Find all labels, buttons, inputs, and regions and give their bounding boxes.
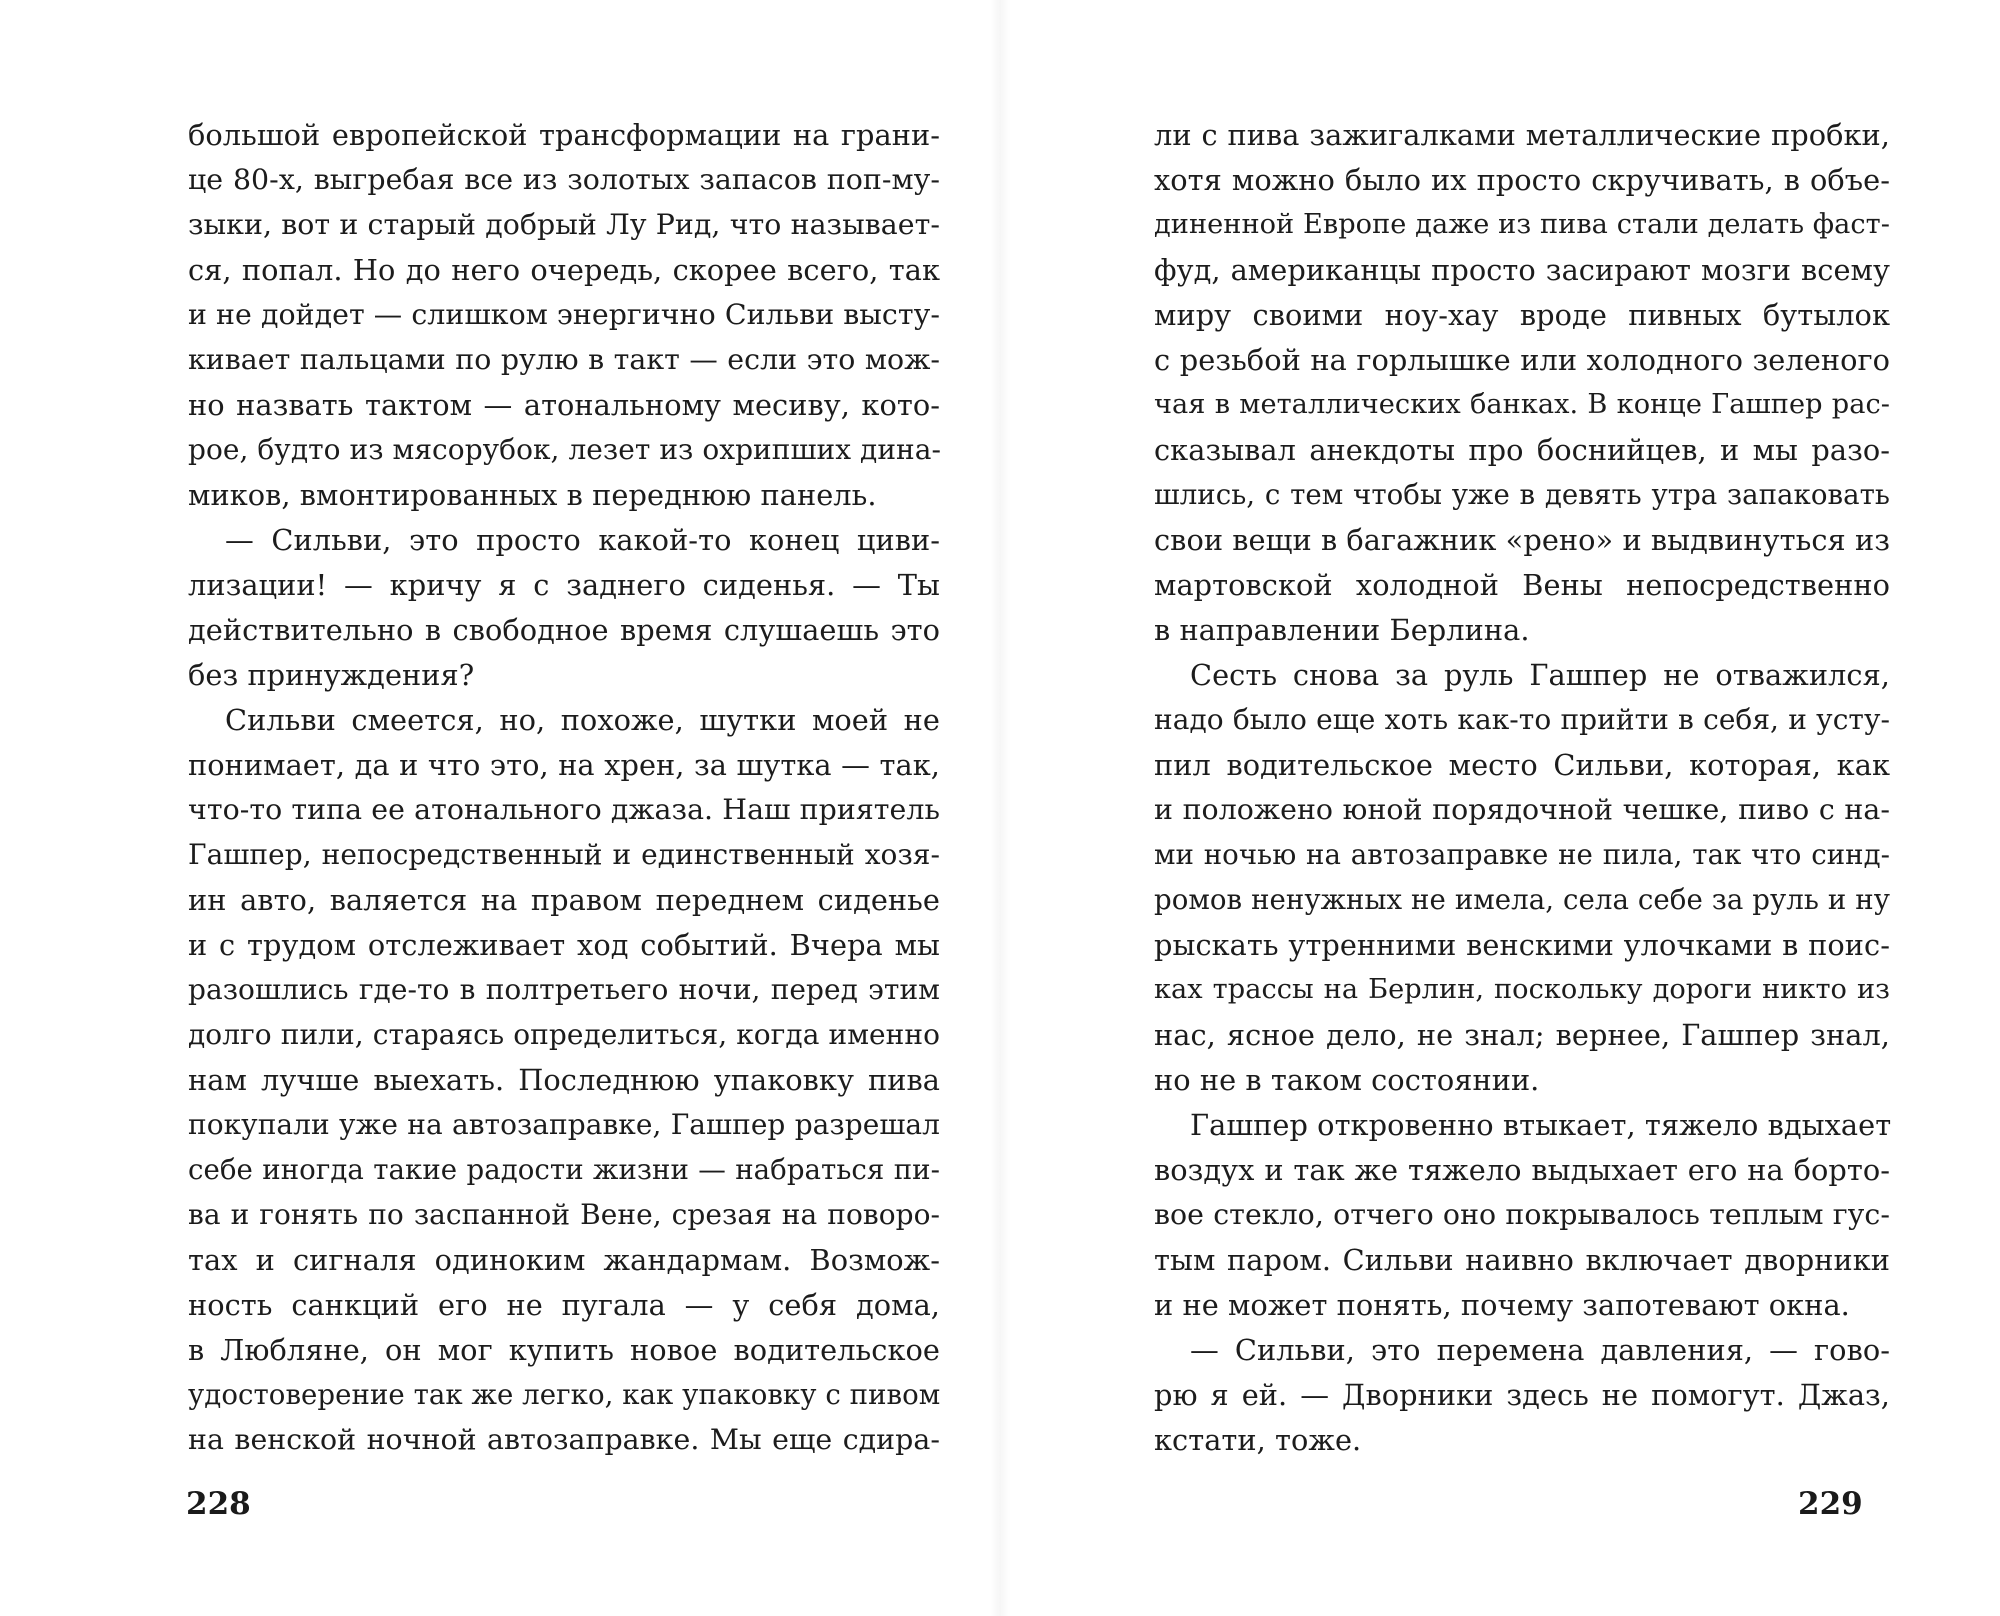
text-line: ми ночью на автозаправке не пила, так что синд- — [1154, 838, 1890, 871]
text-line: лизации! — кричу я с заднего сиденья. — Ты — [188, 568, 940, 602]
text-line: покупали уже на автозаправке, Гашпер разрешал — [188, 1108, 940, 1141]
text-line: ках трассы на Берлин, поскольку дороги никто из — [1154, 974, 1890, 1005]
text-line: ромов ненужных не имела, села себе за руль и ну — [1154, 883, 1890, 916]
text-line: свои вещи в багажник «рено» и выдвинуться из — [1154, 523, 1890, 557]
text-line: без принуждения? — [188, 658, 475, 692]
page-number-left: 228 — [186, 1486, 251, 1522]
text-line: чая в металлических банках. В конце Гашпер рас- — [1154, 389, 1890, 420]
text-line: тым паром. Сильви наивно включает дворники — [1154, 1243, 1890, 1277]
text-line: но не в таком состоянии. — [1154, 1063, 1540, 1097]
text-line: рыскать утренними венскими улочками в поис- — [1154, 928, 1890, 962]
text-line: большой европейской трансформации на грани- — [188, 118, 940, 152]
text-line: на венской ночной автозаправке. Мы еще сдира- — [188, 1423, 940, 1456]
text-line: воздух и так же тяжело выдыхает его на борто- — [1154, 1153, 1890, 1187]
text-line: Гашпер откровенно втыкает, тяжело вдыхает — [1190, 1108, 1892, 1142]
text-line: ся, попал. Но до него очередь, скорее всего, так — [188, 253, 940, 287]
page-number-right: 229 — [1798, 1486, 1863, 1522]
text-line: — Сильви, это перемена давления, — гово- — [1190, 1333, 1890, 1367]
text-line: нас, ясное дело, не знал; вернее, Гашпер знал, — [1154, 1018, 1890, 1052]
text-line: сказывал анекдоты про боснийцев, и мы разо- — [1154, 433, 1890, 467]
text-line: нам лучше выехать. Последнюю упаковку пива — [188, 1063, 940, 1097]
text-line: ли с пива зажигалками металлические пробки, — [1154, 118, 1890, 152]
text-line: Гашпер, непосредственный и единственный хозя- — [188, 838, 940, 871]
text-line: с резьбой на горлышке или холодного зеленого — [1154, 343, 1890, 377]
gutter-shadow — [990, 0, 1010, 1616]
text-line: зыки, вот и старый добрый Лу Рид, что называет- — [188, 208, 940, 241]
text-line: и не дойдет — слишком энергично Сильви высту- — [188, 298, 941, 331]
text-line: и положено юной порядочной чешке, пиво с на- — [1154, 793, 1890, 826]
text-line: диненной Европе даже из пива стали делать фаст- — [1154, 209, 1890, 240]
right-page — [1130, 0, 1890, 1616]
text-line: — Сильви, это просто какой-то конец циви- — [225, 523, 940, 557]
text-line: но назвать тактом — атональному месиву, кото- — [188, 388, 940, 422]
text-line: разошлись где-то в полтретьего ночи, перед этим — [188, 973, 940, 1006]
text-line: Сесть снова за руль Гашпер не отважился, — [1190, 658, 1890, 692]
text-line: и с трудом отслеживает ход событий. Вчера мы — [188, 928, 940, 962]
text-line: вое стекло, отчего оно покрывалось теплым гус- — [1154, 1198, 1890, 1231]
text-line: хотя можно было их просто скручивать, в объе- — [1154, 163, 1890, 197]
text-line: себе иногда такие радости жизни — набраться пи- — [188, 1153, 940, 1186]
text-line: и не может понять, почему запотевают окна. — [1154, 1288, 1850, 1322]
text-line: ин авто, валяется на правом переднем сиденье — [188, 883, 940, 917]
text-line: кстати, тоже. — [1154, 1423, 1362, 1457]
text-line: рю я ей. — Дворники здесь не помогут. Джаз, — [1154, 1378, 1890, 1412]
text-line: шлись, с тем чтобы уже в девять утра запаковать — [1154, 478, 1890, 511]
text-line: что-то типа ее атонального джаза. Наш приятель — [188, 793, 940, 826]
text-line: понимает, да и что это, на хрен, за шутка — так, — [188, 748, 940, 782]
text-line: удостоверение так же легко, как упаковку с пивом — [188, 1378, 941, 1411]
text-line: тах и сигналя одиноким жандармам. Возмож- — [188, 1243, 940, 1277]
text-line: долго пили, стараясь определиться, когда именно — [188, 1018, 940, 1051]
text-line: Сильви смеется, но, похоже, шутки моей не — [225, 703, 940, 737]
text-line: фуд, американцы просто засирают мозги всему — [1154, 253, 1890, 287]
text-line: це 80-х, выгребая все из золотых запасов поп-му- — [188, 163, 940, 196]
text-line: ва и гонять по заспанной Вене, срезая на поворо- — [188, 1198, 940, 1231]
text-line: действительно в свободное время слушаешь это — [188, 613, 940, 647]
text-line: ность санкций его не пугала — у себя дома, — [188, 1288, 940, 1322]
text-line: пил водительское место Сильви, которая, как — [1154, 748, 1890, 782]
text-line: кивает пальцами по рулю в такт — если это мож- — [188, 343, 940, 376]
text-line: мартовской холодной Вены непосредственно — [1154, 568, 1890, 602]
left-page — [180, 0, 940, 1616]
text-line: надо было еще хоть как-то прийти в себя, и усту- — [1154, 703, 1890, 736]
text-line: рое, будто из мясорубок, лезет из охрипших дина- — [188, 433, 942, 466]
text-line: миков, вмонтированных в переднюю панель. — [188, 478, 877, 512]
text-line: миру своими ноу-хау вроде пивных бутылок — [1154, 298, 1890, 332]
text-line: в направлении Берлина. — [1154, 613, 1530, 647]
text-line: в Любляне, он мог купить новое водительское — [188, 1333, 940, 1367]
